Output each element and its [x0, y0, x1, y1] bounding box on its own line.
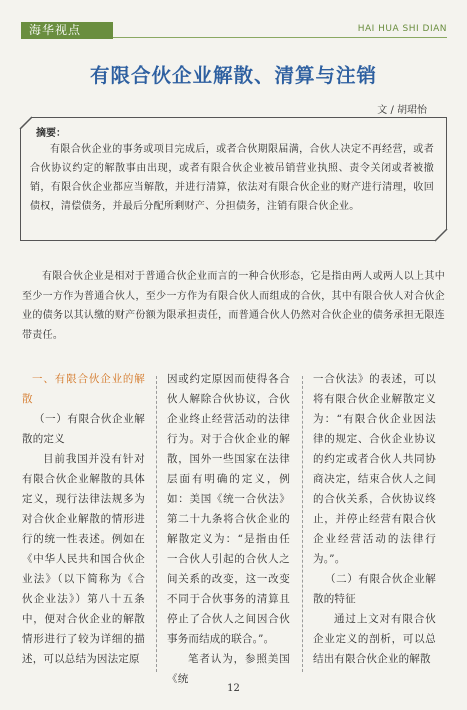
article-title: 有限合伙企业解散、清算与注销 [89, 64, 377, 87]
subsection-heading-1: （一）有限合伙企业解散的定义 [22, 413, 145, 445]
page-number: 12 [227, 683, 240, 694]
column-1 [22, 369, 145, 669]
column-2-body-2: 笔者认为，参照美国《统 [167, 653, 290, 685]
column-3-body-2: 通过上文对有限合伙企业定义的剖析，可以总结出有限合伙企业的解散 [313, 613, 436, 665]
section-name-latin: HAI HUA SHI DIAN [357, 24, 447, 34]
abstract-text: 有限合伙企业的事务或项目完成后，或者合伙期限届满，合伙人决定不再经营，或者合伙协议约定的解散事由出现，或者有限合伙企业被吊销营业执照、责令关闭或者被撤销，有限合伙企业都应当解散，并进行清算，依法对有限合伙企业的财产进行清理，收回债权，清偿债务，并最后分配所剩财产、分担债务，注销有限合伙企业。 [30, 144, 434, 212]
section-heading-1: 一、有限合伙企业的解散 [22, 373, 145, 405]
column-2-body-1: 因或约定原因而使得各合伙人解除合伙协议，合伙企业终止经营活动的法律行为。对于合伙企业的解散，国外一些国家在法律层面有明确的定义，例如：美国《统一合伙法》第二十九条将合伙企业的解散定义为：“是指由任一合伙人引起的合伙人之间关系的改变，这一改变不同于合伙事务的清算且停止了合伙人之间因合伙事务而结成的联合。”。 [167, 373, 290, 645]
column-1-body: 目前我国并没有针对有限合伙企业解散的具体定义，现行法律法规多为对合伙企业解散的情形进行的统一性表述。例如在《中华人民共和国合伙企业法》（以下简称为《合伙企业法》）第八十五条中，便对合伙企业的解散情形进行了较为详细的描述，可以总结为因法定原 [22, 453, 145, 665]
column-divider-2 [302, 376, 304, 672]
column-divider-1 [156, 376, 158, 672]
article-author: 文 / 胡珺怡 [377, 105, 427, 116]
intro-paragraph: 有限合伙企业是相对于普通合伙企业而言的一种合伙形态，它是指由两人或两人以上其中至少一方作为普通合伙人，至少一方作为有限合伙人而组成的合伙，其中有限合伙人对合伙企业的债务以其认缴的财产份额为限承担责任，而普通合伙人仍然对合伙企业的债务承担无限连带责任。 [22, 271, 445, 341]
abstract-label: 摘要： [36, 128, 66, 139]
column-3-body-1: 一合伙法》的表述，可以将有限合伙企业解散定义为：“有限合伙企业因法律的规定、合伙企业协议的约定或者合伙人共同协商决定，结束合伙人之间的合伙关系，合伙协议终止，并停止经营有限合伙企业经营活动的法律行为。”。 [313, 373, 436, 565]
column-2 [167, 369, 290, 689]
header-rule [113, 37, 447, 38]
column-3 [313, 369, 436, 669]
section-tag: 海华视点 [21, 22, 113, 39]
subsection-heading-2: （二）有限合伙企业解散的特征 [313, 573, 436, 605]
